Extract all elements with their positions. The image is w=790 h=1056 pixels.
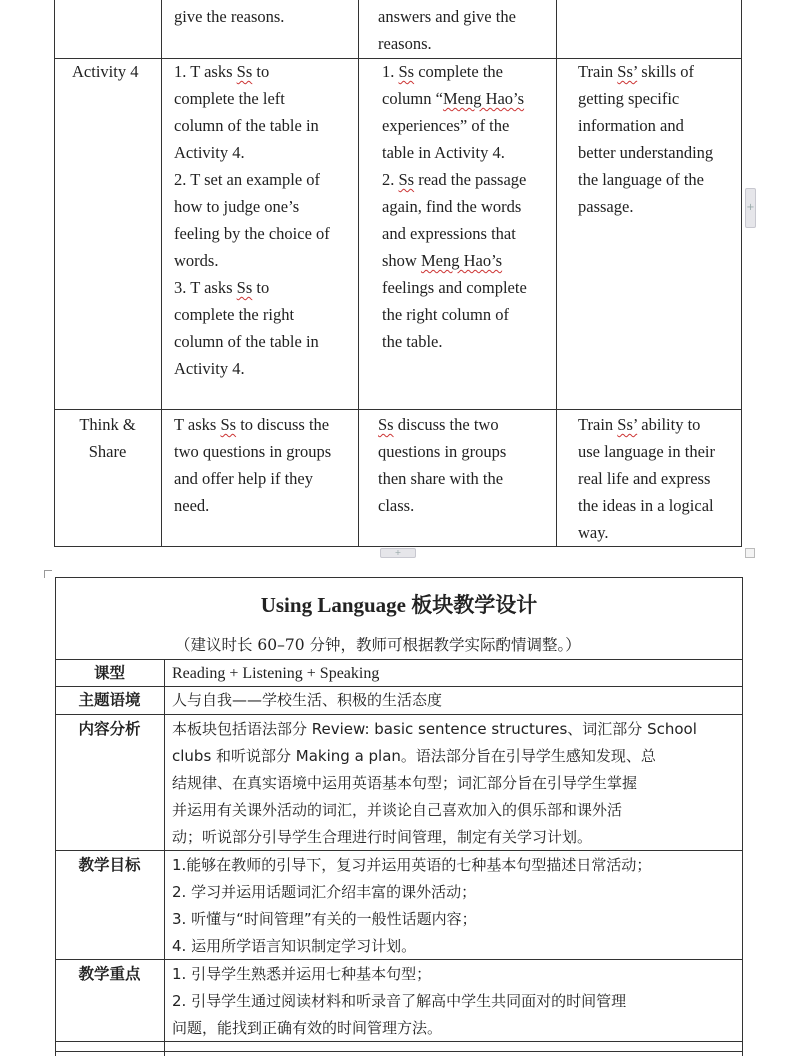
- table-resize-handle[interactable]: [745, 548, 755, 558]
- row-value-content-analysis: 本板块包括语法部分 Review: basic sentence structures、词汇部分 School clubs 和听说部分 Making a plan。语法部分旨在引导学生感知发现、总 结规律、在真实语境中运用英语基本句型；词汇部分旨在引导学生掌握 并运用有关课外活动的词汇，并谈论自己喜欢加入的俱乐部和课外活 动；听说部分引导学生合理进行时间管理，制定有关学习计划。: [172, 720, 697, 846]
- table-border: [55, 577, 743, 578]
- stage-cell: Activity 4: [72, 62, 139, 81]
- student-activity-cell: Ss discuss the two questions in groups then share with the class.: [378, 415, 507, 515]
- row-value-teaching-objectives: 1.能够在教师的引导下，复习并运用英语的七种基本句型描述日常活动； 2. 学习并运用话题词汇介绍丰富的课外活动； 3. 听懂与“时间管理”有关的一般性话题内容； 4. 运用所学语言知识制定学习计划。: [172, 856, 652, 955]
- table-border: [54, 546, 742, 547]
- table-border: [358, 0, 359, 547]
- table-border: [741, 0, 742, 547]
- teacher-activity-cell: T asks Ss to discuss the two questions in groups and offer help if they need.: [174, 415, 332, 515]
- table-border: [55, 714, 743, 715]
- teacher-activity-cell: 1. T asks Ss to complete the left column of the table in Activity 4. 2. T set an example of how to judge one’s feeling by the choice of words. 3. T asks Ss to complete the right column of the table in Activity 4.: [174, 62, 330, 378]
- column-resize-handle[interactable]: +: [745, 188, 756, 228]
- table-border: [54, 409, 742, 410]
- row-value-teaching-focus: 1. 引导学生熟悉并运用七种基本句型； 2. 引导学生通过阅读材料和听录音了解高中学生共同面对的时间管理 问题，能找到正确有效的时间管理方法。: [172, 965, 627, 1037]
- row-label-lesson-type: 课型: [93, 664, 125, 682]
- table-move-handle[interactable]: [44, 570, 52, 578]
- row-label-teaching-objectives: 教学目标: [78, 856, 141, 874]
- purpose-cell: Train Ss’ skills of getting specific information and better understanding the language of the passage.: [578, 62, 714, 216]
- row-label-teaching-focus: 教学重点: [78, 965, 141, 983]
- row-label-theme-context: 主题语境: [78, 691, 141, 709]
- student-activity-cell: answers and give the reasons.: [378, 7, 516, 53]
- table-border: [161, 0, 162, 547]
- row-value-lesson-type: Reading + Listening + Speaking: [172, 665, 380, 682]
- table-border: [556, 0, 557, 547]
- section-title: Using Language 板块教学设计: [260, 593, 538, 617]
- row-value-theme-context: 人与自我——学校生活、积极的生活态度: [172, 691, 443, 709]
- table-border: [742, 577, 743, 1056]
- table-border: [164, 659, 165, 1056]
- purpose-cell: Train Ss’ ability to use language in their real life and express the ideas in a logical way.: [578, 415, 715, 542]
- stage-cell: Think & Share: [79, 415, 136, 461]
- row-insert-handle[interactable]: +: [380, 548, 416, 558]
- section-subtitle: （建议时长 60–70 分钟，教师可根据教学实际酌情调整。）: [175, 636, 581, 654]
- teacher-activity-cell: give the reasons.: [174, 7, 285, 26]
- student-activity-cell: 1. Ss complete the column “Meng Hao’s experiences” of the table in Activity 4. 2. Ss read the passage again, find the words and expressions that show Meng Hao’s feelings and complete the right column of the table.: [382, 62, 527, 351]
- table-border: [55, 1051, 743, 1052]
- row-label-content-analysis: 内容分析: [78, 720, 141, 738]
